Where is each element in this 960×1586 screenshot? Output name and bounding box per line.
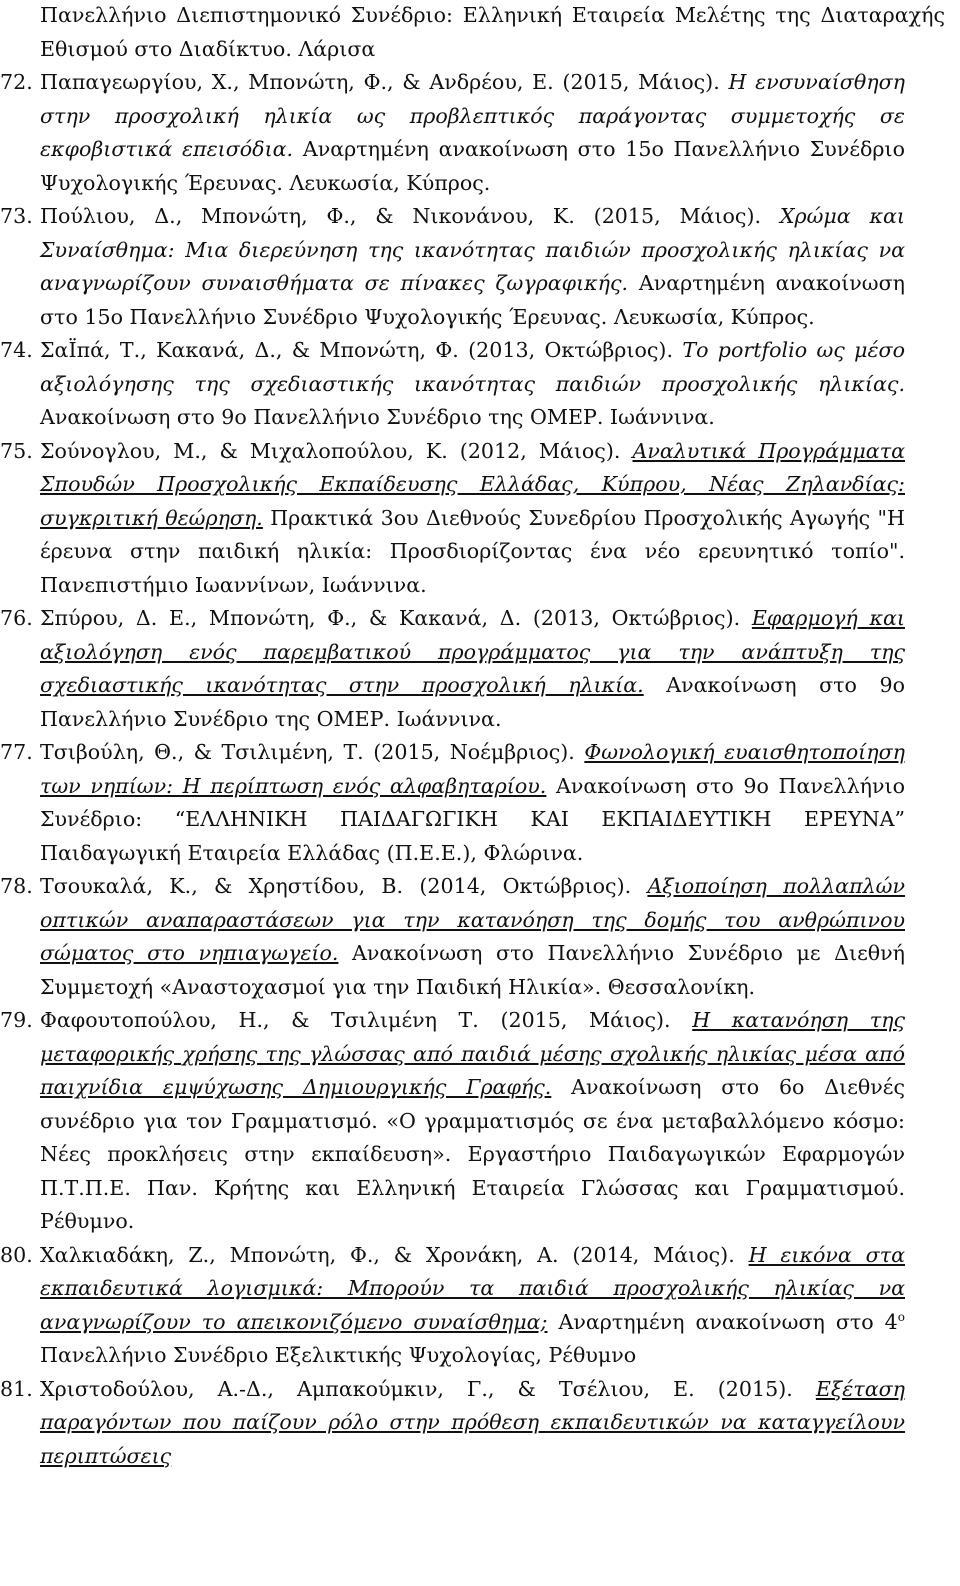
reference-authors: Χαλκιαδάκη, Ζ., Μπονώτη, Φ., & Χρονάκη, Α. (2014, Μάιος). [40, 1242, 749, 1267]
reference-81 [0, 1373, 905, 1474]
reference-list [0, 66, 946, 1473]
reference-title: Το portfolio ως μέσο αξιολόγησης της σχεδιαστικής ικανότητας παιδιών προσχολικής ηλικίας. [40, 338, 905, 396]
reference-source: Πρακτικά 3ου Διεθνούς Συνεδρίου Προσχολικής Αγωγής "Η έρευνα στην παιδική ηλικία: Προσδιορίζοντας ένα νέο ερευνητικό τοπίο". Πανεπιστήμιο Ιωαννίνων, Ιωάννινα. [40, 505, 905, 597]
reference-authors: Σπύρου, Δ. Ε., Μπονώτη, Φ., & Κακανά, Δ. (2013, Οκτώβριος). [40, 606, 752, 630]
reference-authors: Σούνογλου, Μ., & Μιχαλοπούλου, Κ. (2012, Μάιος). [40, 438, 633, 463]
reference-74 [0, 334, 905, 435]
reference-title: Η ενσυναίσθηση στην προσχολική ηλικία ως προβλεπτικός παράγοντας συμμετοχής σε εκφοβιστικά επεισόδια. [40, 70, 905, 161]
reference-continuation [40, 0, 945, 66]
reference-number: 72. [0, 70, 33, 94]
reference-authors: Τσουκαλά, Κ., & Χρηστίδου, Β. (2014, Οκτώβριος). [40, 874, 648, 898]
reference-number: 81. [0, 1376, 33, 1401]
reference-title: Χρώμα και Συναίσθημα: Μια διερεύνηση της ικανότητας παιδιών προσχολικής ηλικίας να αναγνωρίζουν συναισθήματα σε πίνακες ζωγραφικής. [40, 204, 905, 295]
reference-number: 78. [0, 874, 33, 898]
reference-authors: Χριστοδούλου, Α.-Δ., Αμπακούμκιν, Γ., & Τσέλιου, Ε. (2015). [40, 1376, 816, 1401]
reference-title: Η κατανόηση της μεταφορικής χρήσης της γλώσσας από παιδιά μέσης σχολικής ηλικίας μέσα από παιχνίδια εμψύχωσης Δημιουργικής Γραφής. [40, 1008, 905, 1099]
reference-title: Φωνολογική ευαισθητοποίηση των νηπίων: Η περίπτωση ενός αλφαβηταρίου. [40, 740, 905, 798]
continuation-text: Πανελλήνιο Διεπιστημονικό Συνέδριο: Ελληνική Εταιρεία Μελέτης της Διαταραχής Εθισμού στο Διαδίκτυο. Λάρισα [40, 3, 945, 61]
reference-title: Αναλυτικά Προγράμματα Σπουδών Προσχολικής Εκπαίδευσης Ελλάδας, Κύπρου, Νέας Ζηλανδίας: συγκριτική θεώρηση. [40, 438, 905, 530]
reference-78 [0, 870, 905, 1004]
reference-authors: Τσιβούλη, Θ., & Τσιλιμένη, Τ. (2015, Νοέμβριος). [40, 740, 585, 764]
reference-73 [0, 200, 905, 334]
reference-77 [0, 736, 905, 870]
reference-source: Ανακοίνωση στο Πανελλήνιο Συνέδριο με Διεθνή Συμμετοχή «Αναστοχασμοί για την Παιδική Ηλικία». Θεσσαλονίκη. [40, 941, 906, 999]
reference-title: Εφαρμογή και αξιολόγηση ενός παρεμβατικού προγράμματος για την ανάπτυξη της σχεδιαστικής ικανότητας στην προσχολική ηλικία. [40, 606, 905, 697]
reference-75 [0, 435, 905, 603]
reference-number: 79. [0, 1008, 33, 1032]
reference-number: 77. [0, 740, 33, 764]
reference-title: Η εικόνα στα εκπαιδευτικά λογισμικά: Μπορούν τα παιδιά προσχολικής ηλικίας να αναγνωρίζουν το απεικονιζόμενο συναίσθημα; [40, 1242, 905, 1334]
reference-79 [0, 1004, 905, 1239]
reference-76 [0, 602, 905, 736]
reference-source: Αναρτημένη ανακοίνωση στο 15ο Πανελλήνιο Συνέδριο Ψυχολογικής Έρευνας. Λευκωσία, Κύπρος. [40, 137, 905, 195]
reference-number: 74. [0, 338, 33, 362]
reference-80 [0, 1239, 905, 1373]
reference-source: Ανακοίνωση στο 9ο Πανελλήνιο Συνέδριο της ΟΜΕΡ. Ιωάννινα. [40, 673, 905, 731]
reference-source: Αναρτημένη ανακοίνωση στο 4 [547, 1309, 898, 1334]
reference-source: Ανακοίνωση στο 9ο Πανελλήνιο Συνέδριο: “ΕΛΛΗΝΙΚΗ ΠΑΙΔΑΓΩΓΙΚΗ ΚΑΙ ΕΚΠΑΙΔΕΥΤΙΚΗ ΕΡΕΥΝΑ” Παιδαγωγική Εταιρεία Ελλάδας (Π.Ε.Ε.), Φλώρινα. [40, 773, 905, 865]
reference-source: Ανακοίνωση στο 9ο Πανελλήνιο Συνέδριο της ΟΜΕΡ. Ιωάννινα. [40, 405, 715, 429]
reference-authors: ΣαΪπά, Τ., Κακανά, Δ., & Μπονώτη, Φ. (2013, Οκτώβριος). [40, 338, 683, 362]
reference-number: 73. [0, 204, 33, 228]
reference-source-cont: Πανελλήνιο Συνέδριο Εξελικτικής Ψυχολογίας, Ρέθυμνο [40, 1343, 637, 1367]
reference-source: Αναρτημένη ανακοίνωση στο 15ο Πανελλήνιο Συνέδριο Ψυχολογικής Έρευνας. Λευκωσία, Κύπρος. [40, 271, 905, 329]
reference-number: 76. [0, 606, 33, 630]
reference-authors: Πούλιου, Δ., Μπονώτη, Φ., & Νικονάνου, Κ. (2015, Μάιος). [40, 204, 780, 228]
reference-title: Αξιοποίηση πολλαπλών οπτικών αναπαραστάσεων για την κατανόηση της δομής του ανθρώπινου σώματος στο νηπιαγωγείο. [40, 874, 905, 965]
reference-72 [0, 66, 905, 200]
ordinal-superscript: ο [897, 1309, 905, 1324]
reference-authors: Παπαγεωργίου, Χ., Μπονώτη, Φ., & Ανδρέου, Ε. (2015, Μάιος). [40, 70, 729, 94]
reference-number: 80. [0, 1242, 33, 1267]
reference-title: Εξέταση παραγόντων που παίζουν ρόλο στην πρόθεση εκπαιδευτικών να καταγγείλουν περιπτώσεις [40, 1376, 905, 1468]
reference-number: 75. [0, 438, 33, 463]
reference-authors: Φαφουτοπούλου, Η., & Τσιλιμένη Τ. (2015, Μάιος). [40, 1008, 693, 1032]
reference-source: Ανακοίνωση στο 6ο Διεθνές συνέδριο για τον Γραμματισμό. «Ο γραμματισμός σε ένα μεταβαλλόμενο κόσμο: Νέες προκλήσεις στην εκπαίδευση». Εργαστήριο Παιδαγωγικών Εφαρμογών Π.Τ.Π.Ε. Παν. Κρήτης και Ελληνική Εταιρεία Γλώσσας και Γραμματισμού. Ρέθυμνο. [40, 1075, 905, 1233]
